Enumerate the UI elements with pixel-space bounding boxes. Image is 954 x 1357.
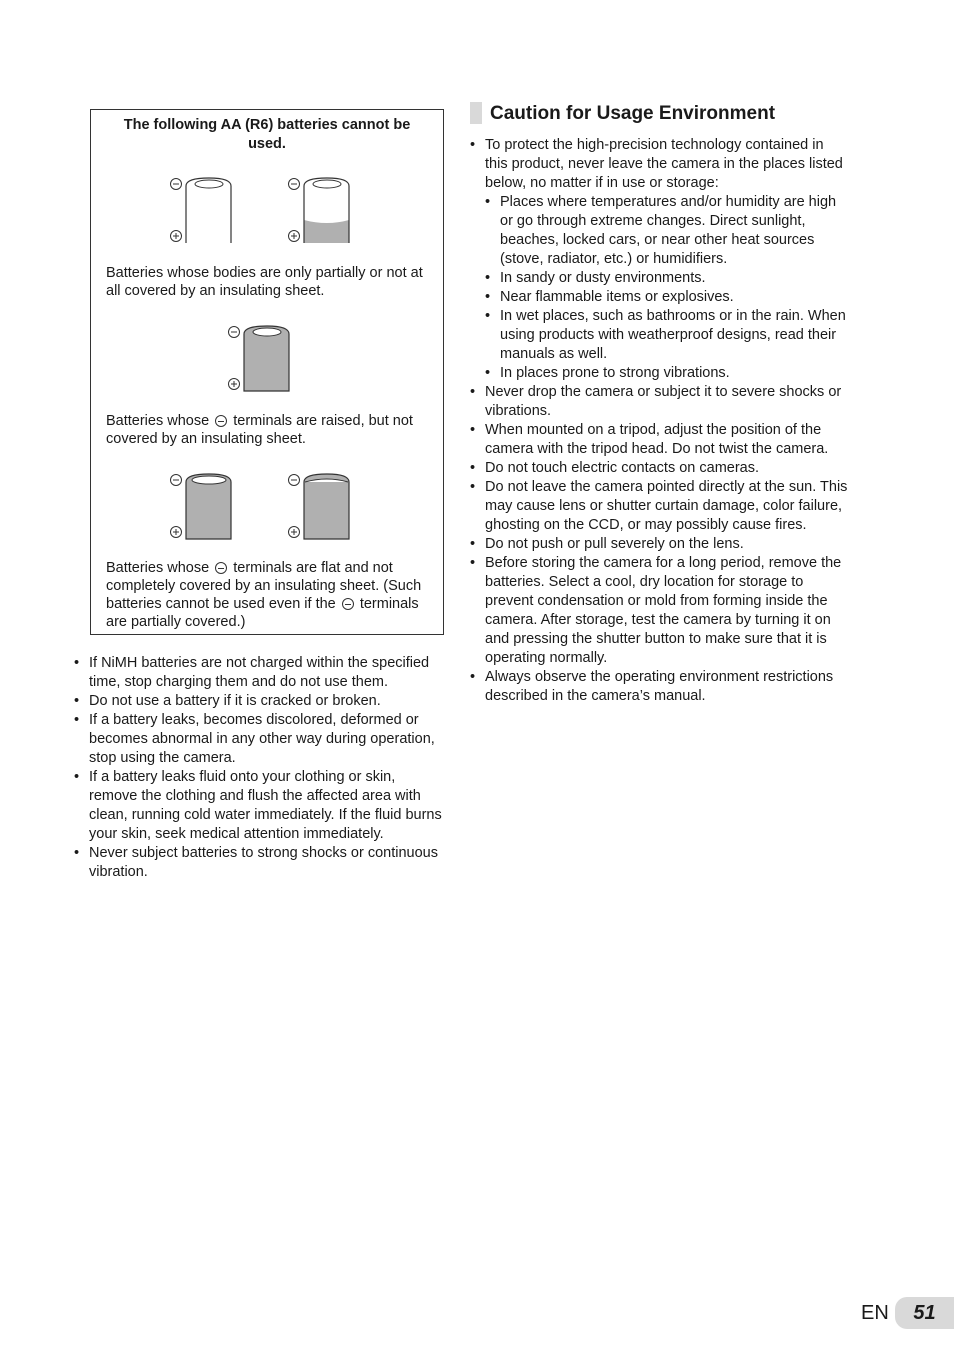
list-item: • Do not push or pull severely on the lens. [470,535,850,554]
list-item: • Never subject batteries to strong shocks or continuous vibration. [74,844,446,882]
desc-flat-terminal: Batteries whose terminals are flat and not completely covered by an insulating sheet. (Such batteries cannot be used even if the terminals are partially covered.) [106,560,422,630]
heading-bar [470,102,482,124]
list-item: • If a battery leaks fluid onto your clothing or skin, remove the clothing and flush the affected area with clean, running cold water immediately. If the fluid burns your skin, seek medical attention immediately. [74,768,446,844]
box-title: The following AA (R6) batteries cannot be used. [123,117,411,152]
caution-bullet-list [470,136,850,706]
sub-list-item: • In places prone to strong vibrations. [485,364,850,383]
battery-warning-box [90,109,444,635]
negative-terminal-icon [215,562,227,574]
negative-terminal-icon [342,598,354,610]
list-item: • Do not touch electric contacts on cameras. [470,459,850,478]
list-item: • To protect the high-precision technology contained in this product, never leave the camera in the places listed below, no matter if in use or storage: • Places where temperatures and/or humidity are high or go through extreme changes. Direct sunlight, beaches, locked cars, or near other heat sources (stove, radiator, etc.) or humidifiers. • In sandy or dusty environments. • Near flammable items or explosives. • In wet places, such as bathrooms or in the rain. When using products with weatherproof designs, read their manuals as well. • In places prone to strong vibrations. [470,136,850,383]
list-item: • Before storing the camera for a long period, remove the batteries. Select a cool, dry location for storage to prevent condensation or mold from forming inside the camera. After storage, test the camera by turning it on and pressing the shutter button to make sure that it is operating normally. [470,554,850,668]
list-item: • If NiMH batteries are not charged within the specified time, stop charging them and do not use them. [74,654,446,692]
negative-terminal-icon [215,415,227,427]
list-item: • Always observe the operating environment restrictions described in the camera’s manual. [470,668,850,706]
list-item: • Do not use a battery if it is cracked or broken. [74,692,446,711]
desc-uncovered: Batteries whose bodies are only partially or not at all covered by an insulating sheet. [106,265,423,299]
language-label: EN [861,1302,889,1324]
sub-list [485,193,850,383]
sub-list-item: • In wet places, such as bathrooms or in the rain. When using products with weatherproof designs, read their manuals as well. [485,307,850,364]
right-column [470,100,850,706]
list-item: • When mounted on a tripod, adjust the position of the camera with the tripod head. Do not twist the camera. [470,421,850,459]
list-item: • Do not leave the camera pointed directly at the sun. This may cause lens or shutter curtain damage, color failure, ghosting on the CCD, or may possibly cause fires. [470,478,850,535]
battery-raised-terminal-illustration [225,324,295,392]
battery-partially-covered-illustration [285,176,355,244]
desc-raised-terminal: Batteries whose terminals are raised, but not covered by an insulating sheet. [106,413,413,447]
battery-flat-terminal-partial-illustration [285,472,355,540]
battery-flat-terminal-illustration [167,472,237,540]
section-heading [470,100,850,126]
battery-bullet-list [74,654,446,882]
sub-list-item: • In sandy or dusty environments. [485,269,850,288]
battery-uncovered-illustration [167,176,237,244]
left-column [74,109,446,882]
page-number: 51 [895,1297,954,1329]
list-item: • Never drop the camera or subject it to severe shocks or vibrations. [470,383,850,421]
sub-list-item: • Near flammable items or explosives. [485,288,850,307]
page-title: Caution for Usage Environment [490,103,776,124]
list-item: • If a battery leaks, becomes discolored, deformed or becomes abnormal in any other way during operation, stop using the camera. [74,711,446,768]
sub-list-item: • Places where temperatures and/or humidity are high or go through extreme changes. Direct sunlight, beaches, locked cars, or near other heat sources (stove, radiator, etc.) or humidifiers. [485,193,850,269]
